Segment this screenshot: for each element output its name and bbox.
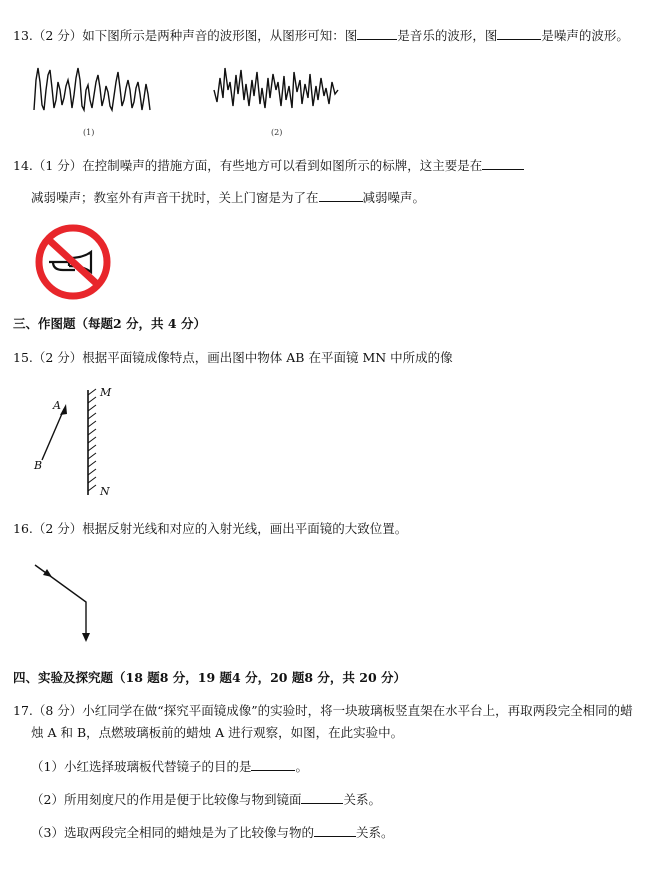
q14-line2-prefix: 减弱噪声；教室外有声音干扰时，关上门窗是为了在 (31, 190, 319, 205)
q17-sub1-prefix: （1）小红选择玻璃板代替镜子的目的是 (31, 759, 252, 774)
q17-line2: 烛 A 和 B，点燃玻璃板前的蜡烛 A 进行观察，如图，在此实验中。 (31, 725, 404, 740)
q14-line1 (13, 157, 524, 174)
fig2-caption: (2) (271, 128, 283, 137)
q17-sub1-suffix: 。 (295, 759, 308, 774)
noise-waveform-figure (212, 60, 342, 120)
q13-text (13, 27, 629, 44)
light-ray-figure (30, 560, 100, 650)
fig1-caption: (1) (83, 128, 95, 137)
section-3-title: 三、作图题（每题2 分，共 4 分） (13, 316, 206, 331)
no-horn-sign-icon (33, 222, 113, 302)
q16-text: 16.（2 分）根据反射光线和对应的入射光线，画出平面镜的大致位置。 (13, 521, 408, 536)
q14-line1-text: 14.（1 分）在控制噪声的措施方面，有些地方可以看到如图所示的标牌，这主要是在 (13, 158, 483, 173)
q17-sub1 (31, 758, 308, 775)
q13-prefix: 13.（2 分）如下图所示是两种声音的波形图，从图形可知：图 (13, 28, 358, 43)
q17-blank-3[interactable] (314, 824, 356, 837)
q17-sub3-suffix: 关系。 (355, 825, 394, 840)
q14-blank-1[interactable] (482, 157, 524, 170)
label-M: M (100, 386, 112, 399)
section-4-title: 四、实验及探究题（18 题8 分，19 题4 分，20 题8 分，共 20 分） (13, 670, 406, 685)
q15-text: 15.（2 分）根据平面镜成像特点，画出图中物体 AB 在平面镜 MN 中所成的像 (13, 350, 453, 365)
q13-mid: 是音乐的波形，图 (397, 28, 498, 43)
q14-line2 (31, 189, 425, 206)
q17-sub2-prefix: （2）所用刻度尺的作用是便于比较像与物到镜面 (31, 792, 302, 807)
q17-sub2-suffix: 关系。 (343, 792, 381, 807)
q17-line1: 17.（8 分）小红同学在做“探究平面镜成像”的实验时，将一块玻璃板竖直架在水平台上，再取两段完全相同的蜡 (13, 703, 633, 718)
q17-sub3 (31, 824, 393, 841)
q13-blank-1[interactable] (357, 27, 397, 40)
plane-mirror-figure (30, 385, 150, 505)
music-waveform-figure (30, 60, 160, 120)
label-N: N (100, 485, 110, 498)
q13-suffix: 是噪声的波形。 (541, 28, 629, 43)
q13-blank-2[interactable] (497, 27, 541, 40)
q17-blank-2[interactable] (301, 791, 343, 804)
q17-sub3-prefix: （3）选取两段完全相同的蜡烛是为了比较像与物的 (31, 825, 314, 840)
q14-line2-suffix: 减弱噪声。 (362, 190, 426, 205)
q14-blank-2[interactable] (319, 189, 363, 202)
label-B: B (34, 459, 43, 472)
q17-blank-1[interactable] (251, 758, 295, 771)
q17-sub2 (31, 791, 381, 808)
label-A: A (53, 399, 61, 412)
